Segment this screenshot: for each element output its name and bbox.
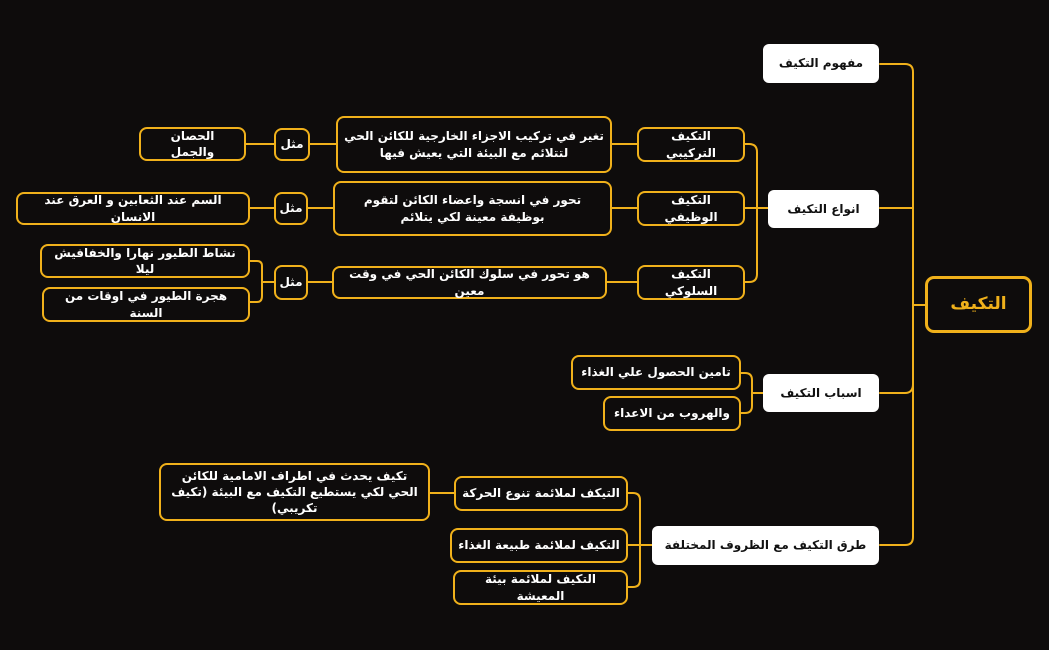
link-types-bracket [745,144,768,282]
method-movement-note[interactable]: تكيف يحدث في اطراف الامامية للكائن الحي لكي يستطيع التكيف مع البيئة (تكيف تكريبي) [159,463,430,521]
example-behavioral-1[interactable]: نشاط الطيور نهارا والخفافيش ليلا [40,244,250,278]
example-behavioral-2[interactable]: هجرة الطيور في اوقات من السنة [42,287,250,322]
method-item-1[interactable]: التيكف لملائمة تنوع الحركة [454,476,628,511]
reason-item-2[interactable]: والهروب من الاعداء [603,396,741,431]
node-concept[interactable]: مفهوم التكيف [763,44,879,83]
example-label-behavioral[interactable]: مثل [274,265,308,300]
definition-behavioral[interactable]: هو تحور في سلوك الكائن الحي في وقت معين [332,266,607,299]
node-behavioral[interactable]: التكيف السلوكي [637,265,745,300]
example-functional[interactable]: السم عند الثعابين و العرق عند الانسان [16,192,250,225]
definition-structural[interactable]: تغير في تركيب الاجزاء الخارجية للكائن الحي لتتلائم مع البيئة التي يعيش فيها [336,116,612,173]
example-structural[interactable]: الحصان والجمل [139,127,246,161]
root-node[interactable]: التكيف [925,276,1032,333]
node-methods[interactable]: طرق التكيف مع الظروف المختلفة [652,526,879,565]
method-item-3[interactable]: التكيف لملائمة بيئة المعيشة [453,570,628,605]
node-structural[interactable]: التكيف التركيبي [637,127,745,162]
definition-functional[interactable]: تحور في انسجة واعضاء الكائن لتقوم بوظيفة معينة لكي يتلائم [333,181,612,236]
method-item-2[interactable]: التكيف لملائمة طبيعة الغذاء [450,528,628,563]
reason-item-1[interactable]: تامين الحصول علي الغذاء [571,355,741,390]
link-reasons [741,373,763,413]
example-label-functional[interactable]: مثل [274,192,308,225]
node-types[interactable]: انواع التكيف [768,190,879,228]
node-functional[interactable]: التكيف الوظيفي [637,191,745,226]
link-root-trunk [880,64,925,545]
example-label-structural[interactable]: مثل [274,128,310,161]
node-reasons[interactable]: اسباب التكيف [763,374,879,412]
